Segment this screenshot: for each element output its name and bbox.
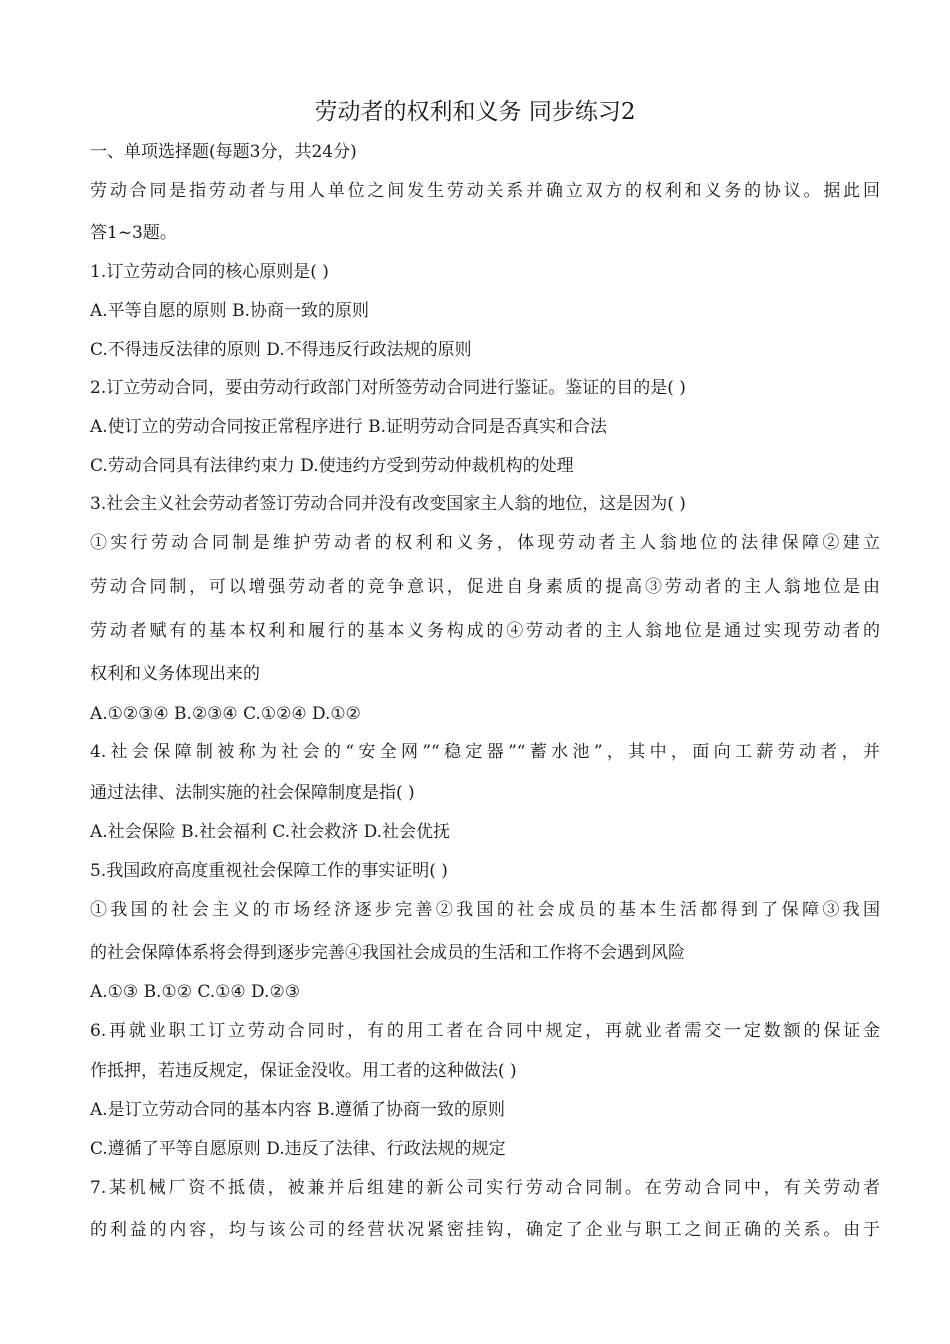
question-1-options: A.平等自愿的原则 B.协商一致的原则 [90, 301, 369, 321]
question-3-statements: 劳动合同制，可以增强劳动者的竞争意识，促进自身素质的提高③劳动者的主人翁地位是由 [90, 577, 880, 597]
question-4-options: A.社会保险 B.社会福利 C.社会救济 D.社会优抚 [90, 822, 451, 842]
question-3-statements: ①实行劳动合同制是维护劳动者的权利和义务，体现劳动者主人翁地位的法律保障②建立 [90, 533, 880, 553]
question-6: 6.再就业职工订立劳动合同时，有的用工者在合同中规定，再就业者需交一定数额的保证金 [90, 1021, 880, 1041]
question-3: 3.社会主义社会劳动者签订劳动合同并没有改变国家主人翁的地位，这是因为( ) [90, 494, 686, 514]
question-2-options: C.劳动合同具有法律约束力 D.使违约方受到劳动仲裁机构的处理 [90, 456, 574, 476]
question-4: 4.社会保障制被称为社会的“安全网”“稳定器”“蓄水池”，其中，面向工薪劳动者，并 [90, 742, 880, 762]
question-5-statements: ①我国的社会主义的市场经济逐步完善②我国的社会成员的基本生活都得到了保障③我国 [90, 900, 880, 920]
question-6: 作抵押，若违反规定，保证金没收。用工者的这种做法( ) [90, 1061, 517, 1081]
question-5: 5.我国政府高度重视社会保障工作的事实证明( ) [90, 861, 448, 881]
question-4: 通过法律、法制实施的社会保障制度是指( ) [90, 783, 415, 803]
question-7: 的利益的内容，均与该公司的经营状况紧密挂钩，确定了企业与职工之间正确的关系。由于 [90, 1220, 880, 1240]
page-title: 劳动者的权利和义务 同步练习2 [314, 99, 636, 125]
question-6-options: A.是订立劳动合同的基本内容 B.遵循了协商一致的原则 [90, 1100, 505, 1120]
question-5-options: A.①③ B.①② C.①④ D.②③ [90, 982, 300, 1002]
question-6-options: C.遵循了平等自愿原则 D.违反了法律、行政法规的规定 [90, 1139, 506, 1159]
question-2-options: A.使订立的劳动合同按正常程序进行 B.证明劳动合同是否真实和合法 [90, 417, 607, 437]
intro-text-line: 劳动合同是指劳动者与用人单位之间发生劳动关系并确立双方的权利和义务的协议。据此回 [90, 181, 880, 201]
question-1: 1.订立劳动合同的核心原则是( ) [90, 262, 329, 282]
question-5-statements: 的社会保障体系将会得到逐步完善④我国社会成员的生活和工作将不会遇到风险 [90, 943, 685, 963]
intro-text-line: 答1~3题。 [90, 223, 177, 243]
question-3-statements: 权利和义务体现出来的 [90, 664, 260, 684]
question-3-statements: 劳动者赋有的基本权利和履行的基本义务构成的④劳动者的主人翁地位是通过实现劳动者的 [90, 621, 880, 641]
section-heading: 一、单项选择题(每题3分，共24分) [90, 142, 357, 162]
question-1-options: C.不得违反法律的原则 D.不得违反行政法规的原则 [90, 340, 472, 360]
question-2: 2.订立劳动合同，要由劳动行政部门对所签劳动合同进行鉴证。鉴证的目的是( ) [90, 378, 686, 398]
question-3-options: A.①②③④ B.②③④ C.①②④ D.①② [90, 704, 361, 724]
question-7: 7.某机械厂资不抵债，被兼并后组建的新公司实行劳动合同制。在劳动合同中，有关劳动者 [90, 1178, 880, 1198]
